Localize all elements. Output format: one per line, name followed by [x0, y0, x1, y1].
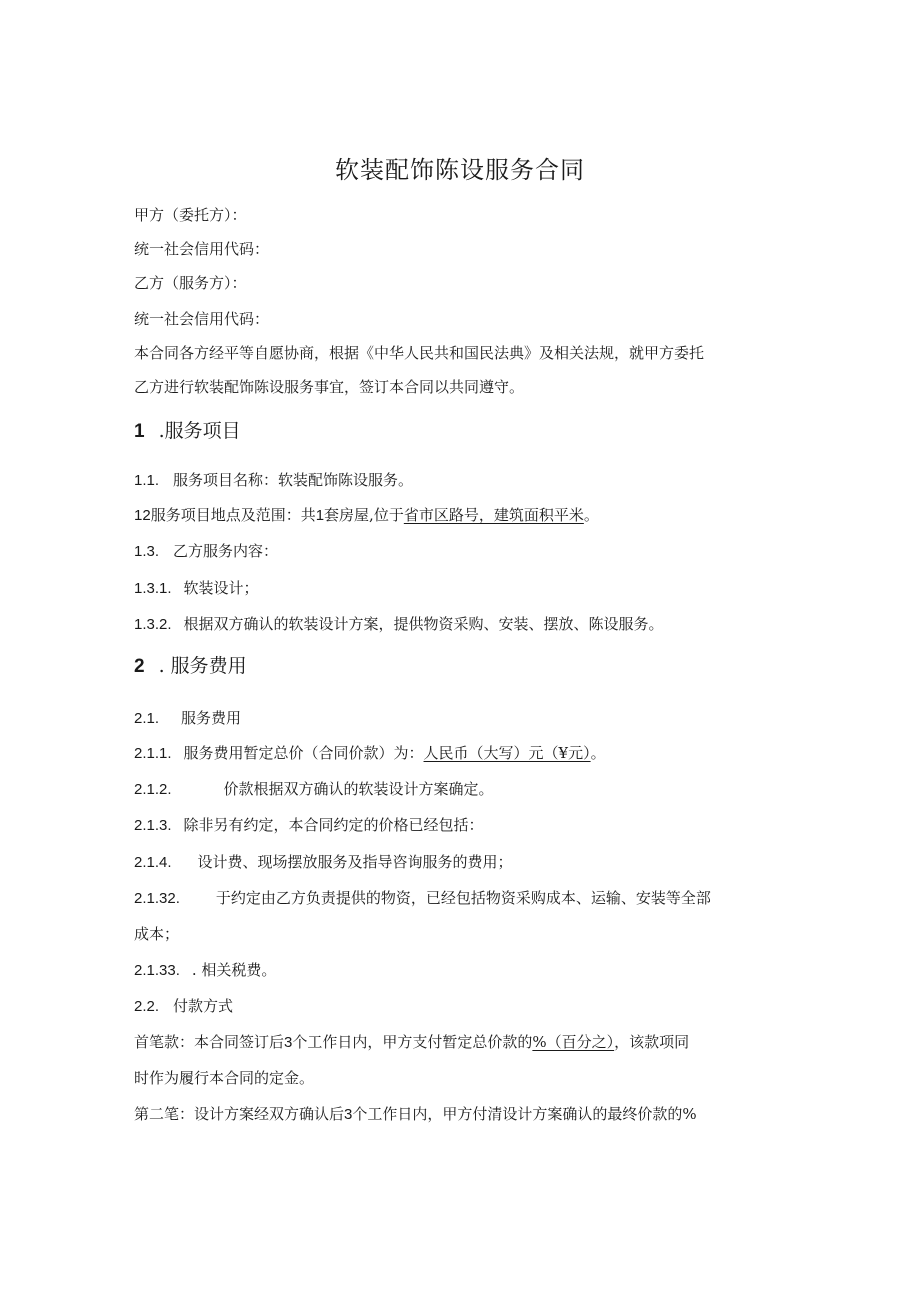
house-count: 1 [315, 507, 325, 524]
clause-number: 2.1.3. [134, 817, 172, 834]
clause-text: 第二笔：设计方案经双方确认后 [134, 1105, 345, 1123]
intro-paragraph-line1: 本合同各方经平等自愿协商，根据《中华人民共和国民法典》及相关法规，就甲方委托 [134, 344, 705, 362]
first-payment-line2: 时作为履行本合同的定金。 [134, 1069, 315, 1087]
clause-text: . 相关税费。 [191, 961, 277, 979]
party-a-label: 甲方（委托方）： [134, 206, 247, 224]
clause-1-3-1 [134, 576, 794, 601]
clause-2-2 [134, 994, 794, 1019]
clause-number: 2.1.32. [134, 890, 180, 907]
clause-number: 2.1. [134, 710, 160, 727]
clause-2-1-32 [134, 886, 794, 911]
clause-text: 付款方式 [173, 997, 234, 1015]
section-2-heading [134, 654, 794, 679]
intro-paragraph-line2: 乙方进行软装配饰陈设服务事宜，签订本合同以共同遵守。 [134, 378, 525, 396]
clause-text: 软装设计； [183, 579, 259, 597]
clause-2-1-33 [134, 958, 794, 983]
clause-text-mid: 个工作日内，甲方支付暂定总价款的 [292, 1033, 533, 1051]
working-days: 3 [284, 1034, 293, 1051]
clause-2-1-3 [134, 813, 794, 838]
clause-number: 2.1.1. [134, 745, 172, 762]
credit-code-a-label: 统一社会信用代码： [134, 240, 270, 258]
party-b-label: 乙方（服务方）： [134, 274, 247, 292]
clause-1-3 [134, 539, 794, 564]
clause-text: 价款根据双方确认的软装设计方案确定。 [223, 780, 494, 798]
clause-number: 2.1.2. [134, 781, 172, 798]
clause-number: 2.2. [134, 998, 160, 1015]
clause-text: 首笔款：本合同签订后 [134, 1033, 285, 1051]
clause-number: 12 [134, 507, 151, 524]
clause-text: 于约定由乙方负责提供的物资，已经包括物资采购成本、运输、安装等全部 [215, 889, 711, 907]
first-payment-line1 [134, 1030, 794, 1055]
clause-text-mid: 套房屋,位于 [324, 506, 404, 524]
clause-text: 乙方服务内容： [173, 542, 279, 560]
clause-2-1-32-continued: 成本； [134, 925, 180, 943]
document-title: 软装配饰陈设服务合同 [335, 156, 585, 184]
working-days: 3 [344, 1106, 353, 1123]
clause-text-end: 。 [590, 744, 606, 762]
clause-text: 设计费、现场摆放服务及指导咨询服务的费用； [197, 853, 513, 871]
clause-text: 服务费用 [181, 709, 242, 727]
clause-text-end: 个工作日内，甲方付清设计方案确认的最终价款的% [352, 1105, 697, 1123]
clause-number: 1.3.1. [134, 580, 172, 597]
price-blank: 人民币（大写）元（¥元） [423, 744, 591, 762]
clause-number: 1.1. [134, 472, 160, 489]
clause-text: 根据双方确认的软装设计方案，提供物资采购、安装、摆放、陈设服务。 [183, 615, 664, 633]
address-blank: 省市区路号，建筑面积平米 [403, 506, 584, 524]
clause-number: 2.1.4. [134, 854, 172, 871]
clause-number: 2.1.33. [134, 962, 180, 979]
clause-number: 1.3.2. [134, 616, 172, 633]
clause-1-2 [134, 503, 794, 528]
clause-2-1 [134, 706, 794, 731]
clause-1-1 [134, 468, 794, 493]
clause-2-1-2 [134, 777, 794, 802]
clause-text: 服务费用暂定总价（合同价款）为： [183, 744, 424, 762]
credit-code-b-label: 统一社会信用代码： [134, 310, 270, 328]
clause-text: 服务项目地点及范围：共 [150, 506, 316, 524]
second-payment-line [134, 1102, 794, 1127]
percent-blank: %（百分之） [532, 1033, 615, 1051]
clause-2-1-4 [134, 850, 794, 875]
section-1-number: 1 [134, 421, 145, 442]
section-1-heading [134, 419, 794, 444]
clause-text-end: ，该款项同 [614, 1033, 690, 1051]
section-2-title: . 服务费用 [158, 655, 247, 677]
section-2-number: 2 [134, 656, 145, 677]
section-1-title: .服务项目 [158, 420, 241, 442]
clause-1-3-2 [134, 612, 794, 637]
clause-number: 1.3. [134, 543, 160, 560]
clause-text-end: 。 [583, 506, 599, 524]
clause-2-1-1 [134, 741, 794, 766]
clause-text: 除非另有约定，本合同约定的价格已经包括： [183, 816, 484, 834]
clause-text: 服务项目名称：软装配饰陈设服务。 [173, 471, 414, 489]
